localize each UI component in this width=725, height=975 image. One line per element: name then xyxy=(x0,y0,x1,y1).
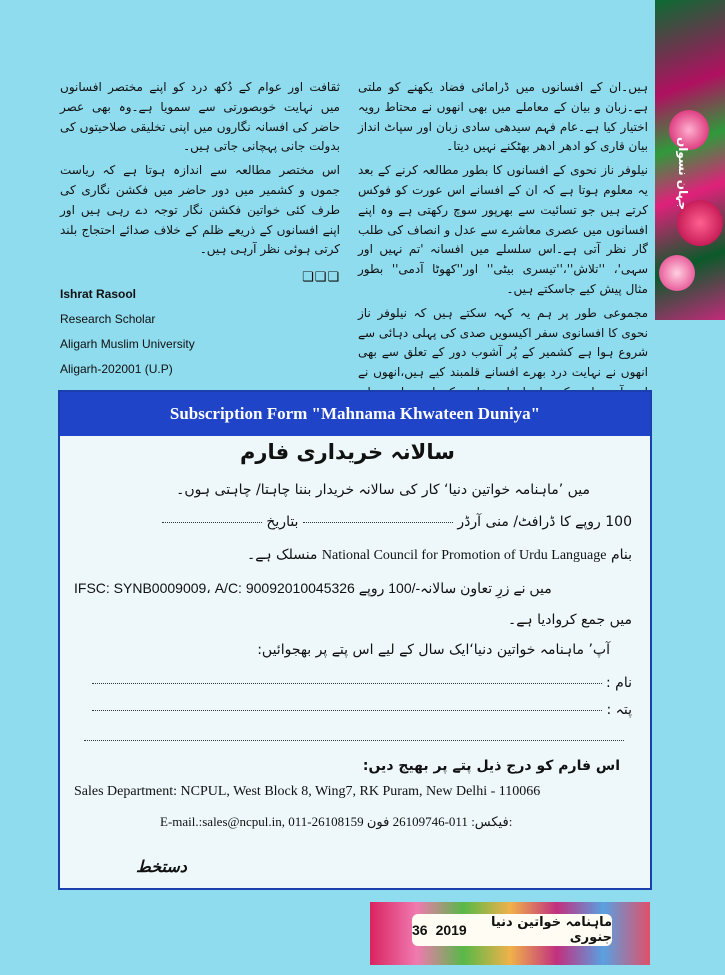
fax-label: فیکس: xyxy=(471,814,509,829)
paragraph: نیلوفر ناز نحوی کے افسانوں کا بطور مطالعہ کرنے کے بعد یہ معلوم ہوتا ہے کہ ان کے افسانے اس عورت کو فوکس کرتے ہیں جو تسائیت سے بھرپور سوچ رکھتی ہے وہ اپنے افسانوں میں عصری معاشرے سے عدل و انصاف کی طلب گار نظر آتی ہے۔اس سلسلے میں افسانہ 'تم نہیں اور سہی'، ''تلاش''،''تیسری بیٹی'' اور''کھوٹا آدمی'' بطور مثال پیش کیے جاسکتے ہیں۔ xyxy=(358,163,648,296)
date-field[interactable] xyxy=(162,521,262,523)
bank-line: IFSC: SYNB0009009، A/C: 90092010045326 میں نے زرِ تعاون سالانہ-/100 روپے xyxy=(74,580,552,596)
payee-prefix: بنام xyxy=(610,547,632,563)
paragraph: اس مختصر مطالعہ سے اندازہ ہوتا ہے کہ ریاست جموں و کشمیر میں دور حاضر میں فکشن نگاری کی طرف کئی خواتین فکشن نگار توجہ دے رہی ہیں اور اپنے افسانوں کے ذریعے ظلم کے خلاف صدائے احتجاج بلند کرتی ہوئی نظر آرہی ہیں۔ xyxy=(60,163,340,257)
date-label: بتاریخ xyxy=(266,514,299,530)
name-field[interactable] xyxy=(92,682,602,684)
flower-decoration xyxy=(659,255,695,291)
phone-label: فون: xyxy=(366,814,513,829)
author-institution: Aligarh Muslim University xyxy=(60,337,195,351)
ifsc-code: IFSC: SYNB0009009 xyxy=(74,580,207,596)
deposit-text: میں جمع کروادیا ہے۔ xyxy=(508,612,632,628)
email-text: E-mail.:sales@ncpul.in, 011-26108159 xyxy=(160,814,364,829)
paragraph: ثقافت اور عوام کے دُکھ درد کو اپنے مختصر افسانوں میں نہایت خوبصورتی سے سمویا ہے۔وہ بھی عصر حاضر کی افسانہ نگاروں میں اپنی تخلیقی صلاحیتوں کی بدولت جانی پہچانی جاتی ہیں۔ xyxy=(60,80,340,154)
payee-line xyxy=(247,547,632,564)
section-divider: ❏❏❏ xyxy=(302,270,340,286)
account-number: A/C: 90092010045326 xyxy=(214,580,355,596)
magazine-name: ماہنامہ خواتین دنیا جنوری xyxy=(490,915,612,945)
draft-number-field[interactable] xyxy=(303,521,453,523)
payee-org: National Council for Promotion of Urdu Language xyxy=(321,548,607,563)
article-left-column xyxy=(60,78,340,288)
send-form-text: اس فارم کو درج ذیل پتے پر بھیج دیں: xyxy=(362,758,620,774)
section-label: جہان نسواں xyxy=(676,136,690,210)
signature-label: دستخط xyxy=(136,857,187,876)
address-line-1 xyxy=(92,702,632,718)
sales-address: Sales Department: NCPUL, West Block 8, Wing7, RK Puram, New Delhi - 110066 xyxy=(74,784,541,799)
footer-banner xyxy=(370,902,650,965)
author-name: Ishrat Rasool xyxy=(60,287,137,301)
draft-line xyxy=(162,514,632,530)
address-field-1[interactable] xyxy=(92,709,602,711)
footer-info xyxy=(412,914,612,946)
name-label: نام : xyxy=(606,675,632,691)
author-address: Aligarh-202001 (U.P) xyxy=(60,362,173,376)
subscription-form xyxy=(58,390,652,890)
address-label: پتہ : xyxy=(606,702,632,718)
author-title: Research Scholar xyxy=(60,312,156,326)
article-right-column xyxy=(358,78,648,427)
payee-suffix: منسلک ہے۔ xyxy=(246,547,318,563)
author-block xyxy=(60,282,195,382)
form-intro: میں ’ماہنامہ خواتین دنیا‘ کار کی سالانہ خریدار بننا چاہتا/ چاہتی ہوں۔ xyxy=(176,482,590,498)
send-text: آپ’ ماہنامہ خواتین دنیا‘ایک سال کے لیے اس پتے پر بھجوائیں: xyxy=(257,642,610,658)
paragraph: مجموعی طور پر ہم یہ کہہ سکتے ہیں کہ نیلوفر ناز نحوی کا افسانوی سفر اکیسویں صدی کی پہلی دہائی سے شروع ہوا ہے کشمیر کے پُر آشوب دور کے تعلق سے بھی انھوں نے نہایت درد بھرے افسانے قلمبند کیے ہیں،انھوں نے xyxy=(358,305,648,380)
form-header: Subscription Form "Mahnama Khwateen Duniya" xyxy=(60,392,650,436)
contribution-text: میں نے زرِ تعاون سالانہ-/100 روپے xyxy=(358,580,552,596)
contact-line xyxy=(160,814,512,830)
draft-text: 100 روپے کا ڈرافٹ/ منی آرڈر xyxy=(457,514,632,530)
address-line-2 xyxy=(84,732,624,748)
name-line xyxy=(92,675,632,691)
issue-year: 2019 xyxy=(435,922,467,938)
page-number: 36 xyxy=(412,922,428,938)
form-urdu-title: سالانہ خریداری فارم xyxy=(240,440,455,464)
address-field-2[interactable] xyxy=(84,739,624,741)
paragraph: ہیں۔ان کے افسانوں میں ڈرامائی فضاد یکھنے کو ملتی ہے۔زبان و بیان کے معاملے میں بھی انھوں نے محتاط رویہ اختیار کیا ہے۔عام فہم سیدھی سادی زبان اور سپاٹ انداز بیان قاری کو ادھر ادھر بھٹکنے نہیں دیتا۔ xyxy=(358,80,648,154)
phone-text: 011-26109746 xyxy=(392,814,468,829)
